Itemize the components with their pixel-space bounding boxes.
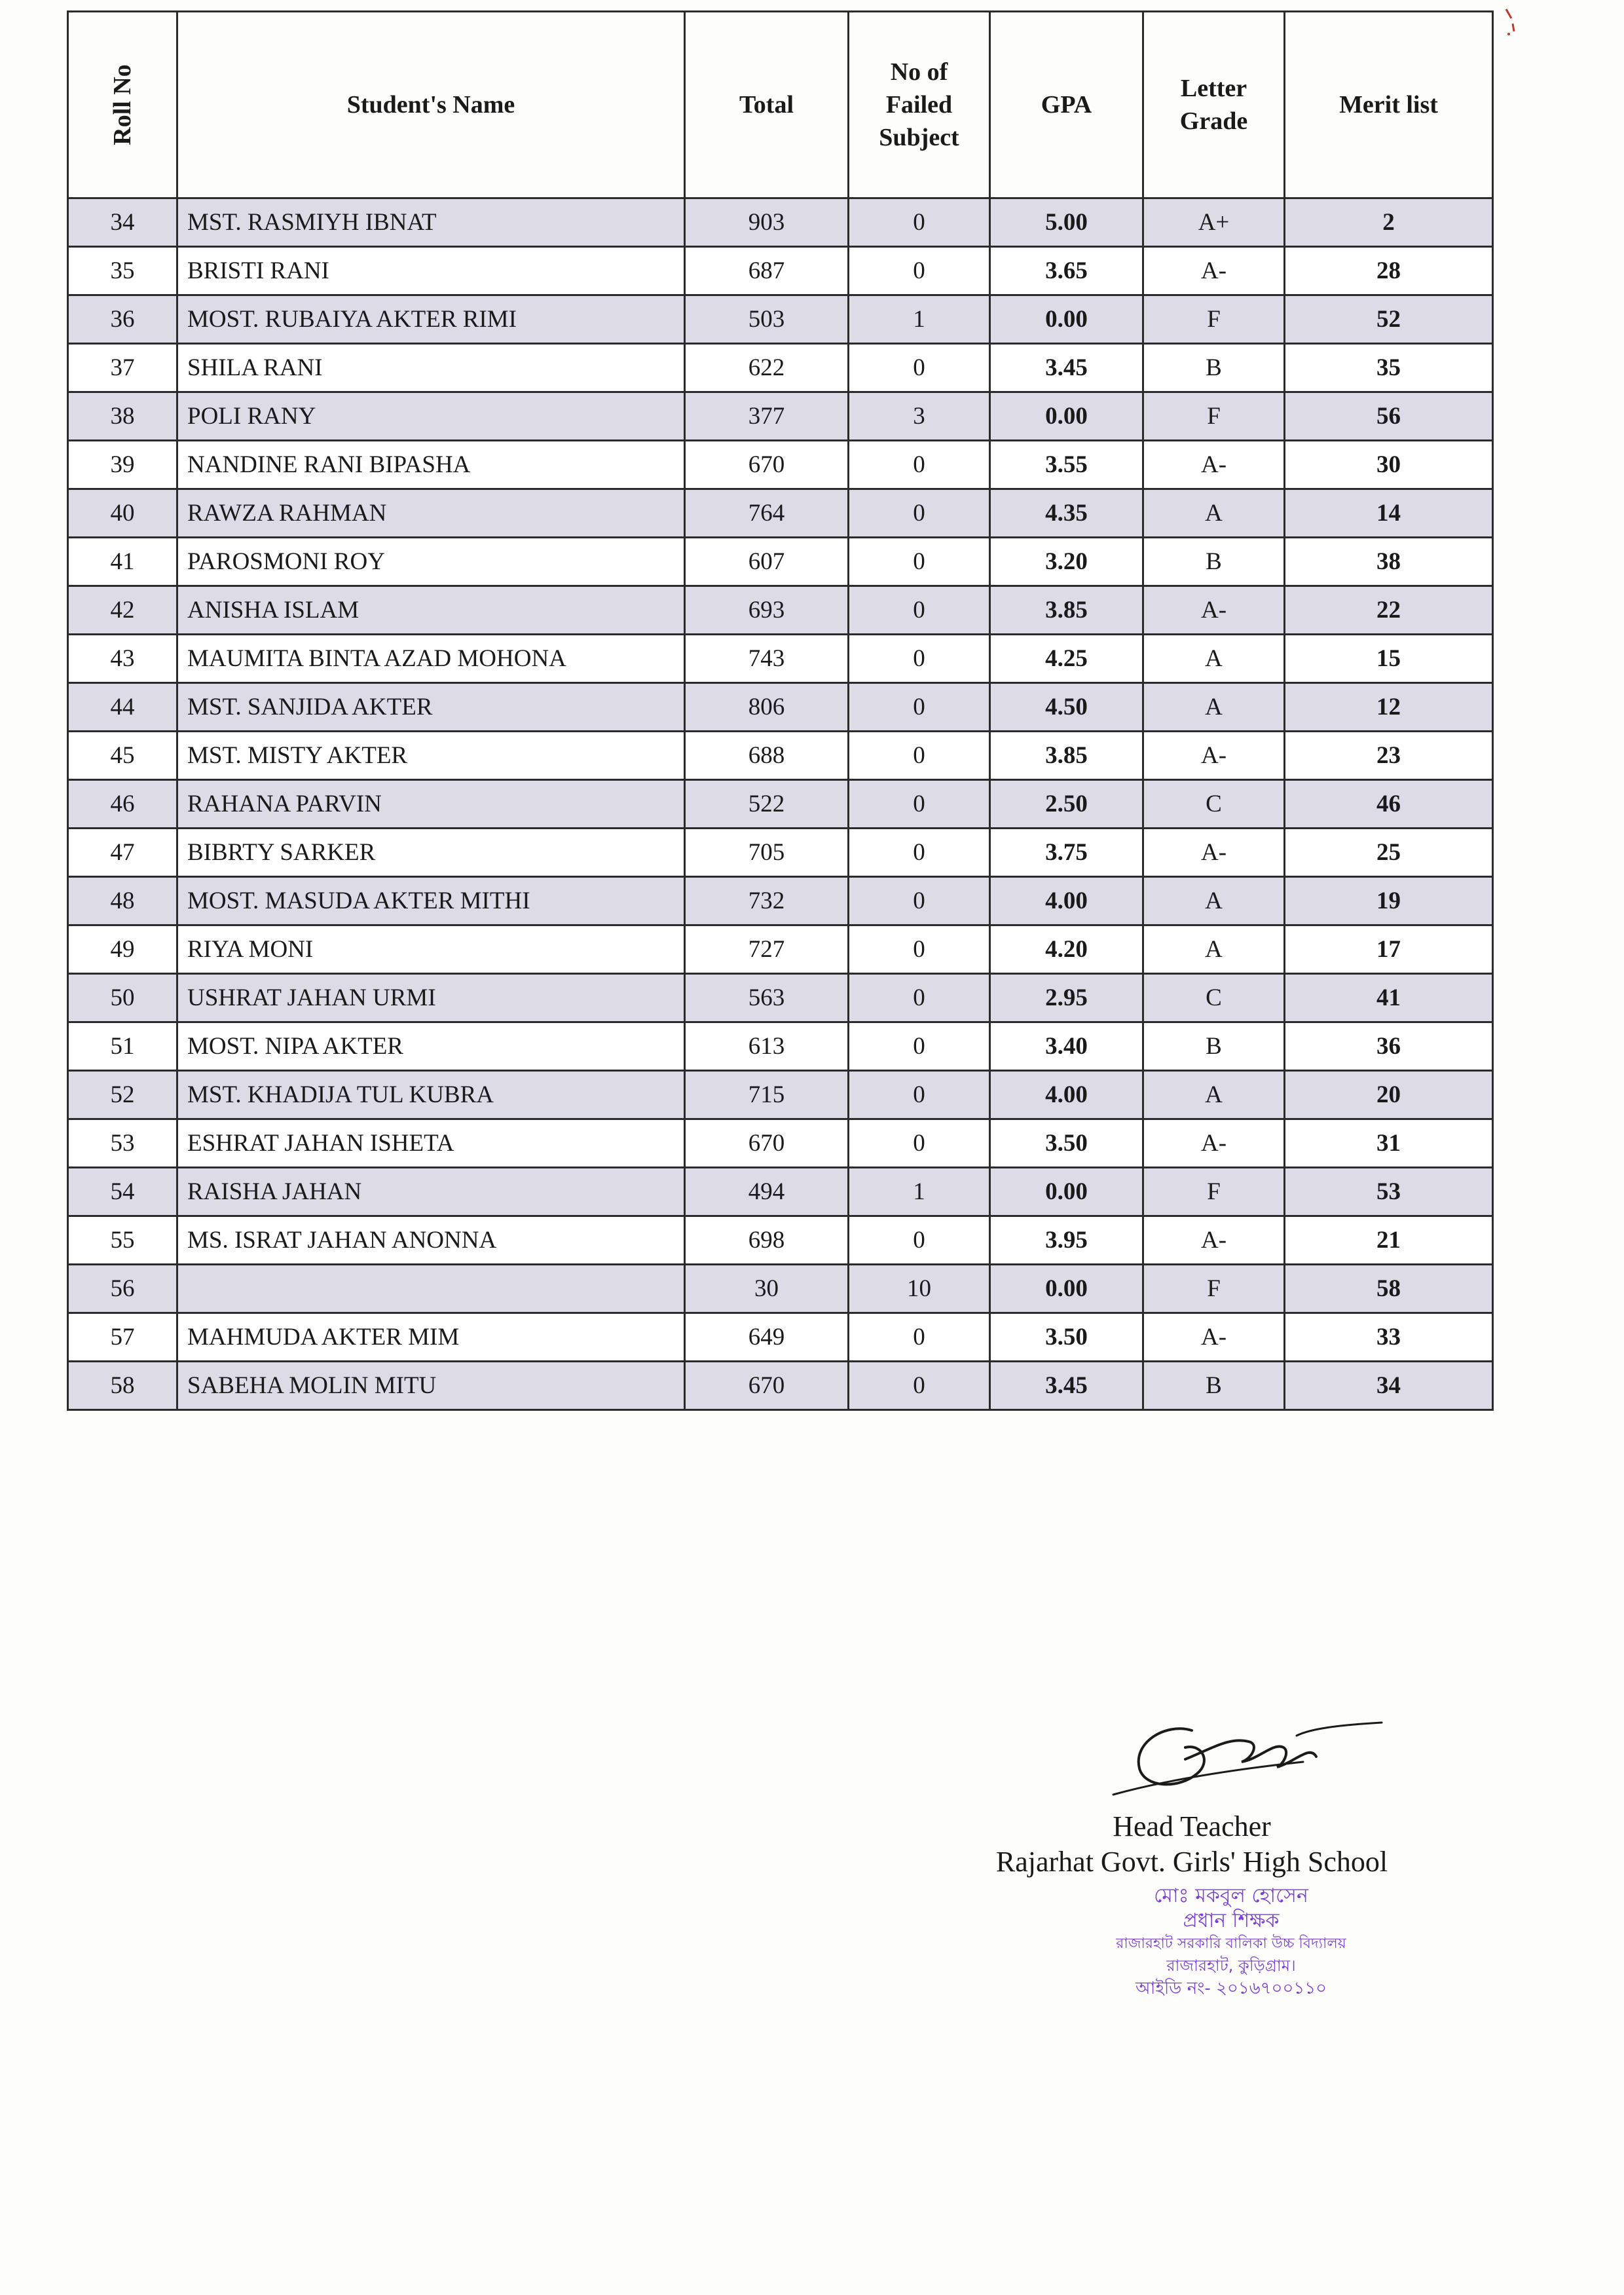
cell-gpa: 0.00: [990, 1265, 1143, 1313]
table-row: [68, 1119, 1493, 1168]
table-row: [68, 829, 1493, 877]
header-gpa: GPA: [990, 12, 1143, 198]
cell-total: 670: [685, 1362, 849, 1410]
cell-merit-position: 14: [1285, 489, 1493, 538]
cell-letter-grade: A+: [1143, 198, 1285, 247]
cell-total: 698: [685, 1216, 849, 1265]
cell-roll-no: 55: [68, 1216, 177, 1265]
cell-merit-position: 12: [1285, 683, 1493, 732]
cell-roll-no: 48: [68, 877, 177, 925]
cell-merit-position: 34: [1285, 1362, 1493, 1410]
table-row: [68, 1168, 1493, 1216]
head-teacher-signature: [1087, 1696, 1401, 1808]
cell-letter-grade: A-: [1143, 247, 1285, 295]
cell-merit-position: 31: [1285, 1119, 1493, 1168]
cell-failed-subjects: 0: [849, 1022, 990, 1071]
cell-student-name: RAWZA RAHMAN: [177, 489, 685, 538]
cell-failed-subjects: 0: [849, 1216, 990, 1265]
cell-total: 494: [685, 1168, 849, 1216]
cell-failed-subjects: 1: [849, 1168, 990, 1216]
cell-total: 688: [685, 732, 849, 780]
table-row: [68, 877, 1493, 925]
cell-gpa: 5.00: [990, 198, 1143, 247]
cell-roll-no: 41: [68, 538, 177, 586]
table-row: [68, 441, 1493, 489]
cell-gpa: 3.65: [990, 247, 1143, 295]
cell-letter-grade: B: [1143, 1362, 1285, 1410]
cell-total: 30: [685, 1265, 849, 1313]
cell-failed-subjects: 3: [849, 392, 990, 441]
signatory-title: Head Teacher: [1113, 1810, 1271, 1842]
table-row: [68, 247, 1493, 295]
table-body: [68, 198, 1493, 1410]
cell-student-name: ANISHA ISLAM: [177, 586, 685, 635]
cell-gpa: 2.50: [990, 780, 1143, 829]
cell-student-name: MST. MISTY AKTER: [177, 732, 685, 780]
cell-letter-grade: A-: [1143, 1119, 1285, 1168]
cell-gpa: 4.50: [990, 683, 1143, 732]
cell-student-name: MS. ISRAT JAHAN ANONNA: [177, 1216, 685, 1265]
cell-merit-position: 38: [1285, 538, 1493, 586]
cell-letter-grade: C: [1143, 780, 1285, 829]
cell-failed-subjects: 0: [849, 925, 990, 974]
cell-roll-no: 58: [68, 1362, 177, 1410]
cell-roll-no: 45: [68, 732, 177, 780]
header-total: Total: [685, 12, 849, 198]
stamp-line-designation: প্রধান শিক্ষক: [1183, 1909, 1280, 1932]
cell-failed-subjects: 0: [849, 780, 990, 829]
cell-student-name: USHRAT JAHAN URMI: [177, 974, 685, 1022]
cell-merit-position: 46: [1285, 780, 1493, 829]
cell-failed-subjects: 1: [849, 295, 990, 344]
cell-gpa: 0.00: [990, 295, 1143, 344]
cell-student-name: MOST. MASUDA AKTER MITHI: [177, 877, 685, 925]
cell-student-name: RAISHA JAHAN: [177, 1168, 685, 1216]
cell-student-name: MST. SANJIDA AKTER: [177, 683, 685, 732]
table-row: [68, 295, 1493, 344]
cell-letter-grade: A-: [1143, 1216, 1285, 1265]
cell-merit-position: 28: [1285, 247, 1493, 295]
cell-gpa: 0.00: [990, 392, 1143, 441]
cell-letter-grade: A-: [1143, 829, 1285, 877]
stamp-line-id: আইডি নং- ২০১৬৭০০১১০: [1135, 1979, 1327, 1998]
cell-total: 903: [685, 198, 849, 247]
table-row: [68, 538, 1493, 586]
table-row: [68, 974, 1493, 1022]
cell-letter-grade: F: [1143, 392, 1285, 441]
cell-roll-no: 46: [68, 780, 177, 829]
cell-total: 743: [685, 635, 849, 683]
cell-student-name: MOST. RUBAIYA AKTER RIMI: [177, 295, 685, 344]
cell-merit-position: 30: [1285, 441, 1493, 489]
cell-gpa: 3.50: [990, 1313, 1143, 1362]
cell-failed-subjects: 0: [849, 538, 990, 586]
cell-roll-no: 35: [68, 247, 177, 295]
cell-roll-no: 40: [68, 489, 177, 538]
table-row: [68, 1022, 1493, 1071]
cell-letter-grade: C: [1143, 974, 1285, 1022]
header-grade-line1: Letter: [1180, 75, 1247, 102]
cell-student-name: BIBRTY SARKER: [177, 829, 685, 877]
table-row: [68, 392, 1493, 441]
table-row: [68, 780, 1493, 829]
cell-letter-grade: B: [1143, 344, 1285, 392]
table-row: [68, 586, 1493, 635]
cell-total: 705: [685, 829, 849, 877]
cell-failed-subjects: 0: [849, 344, 990, 392]
cell-gpa: 3.50: [990, 1119, 1143, 1168]
cell-letter-grade: B: [1143, 1022, 1285, 1071]
cell-student-name: MST. KHADIJA TUL KUBRA: [177, 1071, 685, 1119]
cell-total: 687: [685, 247, 849, 295]
header-failed-line2: Failed: [885, 91, 953, 119]
cell-total: 377: [685, 392, 849, 441]
cell-failed-subjects: 0: [849, 1119, 990, 1168]
header-letter-grade: [1143, 12, 1285, 198]
cell-failed-subjects: 0: [849, 829, 990, 877]
cell-merit-position: 52: [1285, 295, 1493, 344]
cell-roll-no: 49: [68, 925, 177, 974]
cell-roll-no: 52: [68, 1071, 177, 1119]
cell-roll-no: 51: [68, 1022, 177, 1071]
cell-total: 670: [685, 1119, 849, 1168]
cell-student-name: SHILA RANI: [177, 344, 685, 392]
cell-letter-grade: A-: [1143, 441, 1285, 489]
cell-merit-position: 58: [1285, 1265, 1493, 1313]
table-row: [68, 1216, 1493, 1265]
cell-total: 670: [685, 441, 849, 489]
header-failed-line1: No of: [890, 58, 948, 86]
cell-roll-no: 43: [68, 635, 177, 683]
table-row: [68, 489, 1493, 538]
cell-merit-position: 36: [1285, 1022, 1493, 1071]
cell-merit-position: 2: [1285, 198, 1493, 247]
cell-gpa: 3.55: [990, 441, 1143, 489]
cell-roll-no: 53: [68, 1119, 177, 1168]
cell-failed-subjects: 0: [849, 586, 990, 635]
cell-gpa: 3.20: [990, 538, 1143, 586]
cell-merit-position: 35: [1285, 344, 1493, 392]
cell-merit-position: 22: [1285, 586, 1493, 635]
cell-student-name: NANDINE RANI BIPASHA: [177, 441, 685, 489]
header-student-name: Student's Name: [177, 12, 685, 198]
cell-roll-no: 57: [68, 1313, 177, 1362]
cell-gpa: 3.45: [990, 344, 1143, 392]
cell-letter-grade: A-: [1143, 586, 1285, 635]
cell-failed-subjects: 0: [849, 198, 990, 247]
cell-merit-position: 17: [1285, 925, 1493, 974]
cell-merit-position: 19: [1285, 877, 1493, 925]
header-failed-line3: Subject: [879, 124, 959, 151]
cell-gpa: 2.95: [990, 974, 1143, 1022]
cell-letter-grade: A: [1143, 635, 1285, 683]
table-row: [68, 635, 1493, 683]
cell-roll-no: 38: [68, 392, 177, 441]
cell-failed-subjects: 0: [849, 489, 990, 538]
cell-roll-no: 34: [68, 198, 177, 247]
cell-total: 563: [685, 974, 849, 1022]
cell-student-name: BRISTI RANI: [177, 247, 685, 295]
cell-failed-subjects: 0: [849, 1313, 990, 1362]
cell-letter-grade: F: [1143, 295, 1285, 344]
cell-failed-subjects: 0: [849, 974, 990, 1022]
cell-merit-position: 15: [1285, 635, 1493, 683]
cell-total: 732: [685, 877, 849, 925]
cell-total: 715: [685, 1071, 849, 1119]
cell-merit-position: 25: [1285, 829, 1493, 877]
cell-student-name: MAHMUDA AKTER MIM: [177, 1313, 685, 1362]
cell-student-name: ESHRAT JAHAN ISHETA: [177, 1119, 685, 1168]
signature-block: [956, 1809, 1428, 1880]
cell-roll-no: 47: [68, 829, 177, 877]
cell-gpa: 4.00: [990, 877, 1143, 925]
cell-letter-grade: A-: [1143, 732, 1285, 780]
cell-letter-grade: B: [1143, 538, 1285, 586]
school-name: Rajarhat Govt. Girls' High School: [995, 1846, 1388, 1878]
cell-letter-grade: A: [1143, 877, 1285, 925]
cell-gpa: 3.85: [990, 586, 1143, 635]
cell-student-name: SABEHA MOLIN MITU: [177, 1362, 685, 1410]
cell-roll-no: 44: [68, 683, 177, 732]
table-row: [68, 1071, 1493, 1119]
cell-letter-grade: A: [1143, 1071, 1285, 1119]
cell-merit-position: 53: [1285, 1168, 1493, 1216]
cell-student-name: MST. RASMIYH IBNAT: [177, 198, 685, 247]
cell-gpa: 4.20: [990, 925, 1143, 974]
cell-letter-grade: A: [1143, 489, 1285, 538]
cell-merit-position: 21: [1285, 1216, 1493, 1265]
cell-roll-no: 50: [68, 974, 177, 1022]
header-merit-list: Merit list: [1285, 12, 1493, 198]
result-table: [67, 10, 1494, 1411]
cell-merit-position: 33: [1285, 1313, 1493, 1362]
cell-total: 806: [685, 683, 849, 732]
cell-letter-grade: F: [1143, 1265, 1285, 1313]
cell-total: 727: [685, 925, 849, 974]
stamp-line-name: মোঃ মকবুল হোসেন: [1154, 1884, 1308, 1907]
cell-letter-grade: A: [1143, 683, 1285, 732]
header-roll-no: Roll No: [68, 12, 177, 198]
cell-failed-subjects: 10: [849, 1265, 990, 1313]
cell-gpa: 4.35: [990, 489, 1143, 538]
cell-failed-subjects: 0: [849, 1362, 990, 1410]
corner-ink-mark: [1500, 4, 1519, 37]
table-row: [68, 925, 1493, 974]
cell-total: 622: [685, 344, 849, 392]
cell-gpa: 4.25: [990, 635, 1143, 683]
cell-total: 522: [685, 780, 849, 829]
cell-failed-subjects: 0: [849, 247, 990, 295]
cell-failed-subjects: 0: [849, 877, 990, 925]
cell-student-name: POLI RANY: [177, 392, 685, 441]
cell-roll-no: 56: [68, 1265, 177, 1313]
cell-letter-grade: F: [1143, 1168, 1285, 1216]
cell-total: 649: [685, 1313, 849, 1362]
cell-failed-subjects: 0: [849, 441, 990, 489]
cell-gpa: 3.75: [990, 829, 1143, 877]
cell-roll-no: 36: [68, 295, 177, 344]
cell-total: 764: [685, 489, 849, 538]
cell-gpa: 3.85: [990, 732, 1143, 780]
cell-student-name: RAHANA PARVIN: [177, 780, 685, 829]
cell-student-name: PAROSMONI ROY: [177, 538, 685, 586]
cell-total: 693: [685, 586, 849, 635]
cell-merit-position: 23: [1285, 732, 1493, 780]
cell-total: 503: [685, 295, 849, 344]
official-seal-stamp: [1048, 1884, 1414, 2000]
stamp-line-school: রাজারহাট সরকারি বালিকা উচ্চ বিদ্যালয়: [1116, 1935, 1346, 1952]
cell-total: 607: [685, 538, 849, 586]
table-row: [68, 1265, 1493, 1313]
cell-roll-no: 42: [68, 586, 177, 635]
table-row: [68, 1362, 1493, 1410]
stamp-line-location: রাজারহাট, কুড়িগ্রাম।: [1166, 1956, 1296, 1975]
cell-roll-no: 54: [68, 1168, 177, 1216]
cell-gpa: 3.40: [990, 1022, 1143, 1071]
table-row: [68, 344, 1493, 392]
cell-roll-no: 37: [68, 344, 177, 392]
cell-student-name: MAUMITA BINTA AZAD MOHONA: [177, 635, 685, 683]
cell-merit-position: 56: [1285, 392, 1493, 441]
cell-merit-position: 20: [1285, 1071, 1493, 1119]
table-row: [68, 1313, 1493, 1362]
table-row: [68, 198, 1493, 247]
cell-student-name: RIYA MONI: [177, 925, 685, 974]
cell-failed-subjects: 0: [849, 1071, 990, 1119]
cell-student-name: [177, 1265, 685, 1313]
header-grade-line2: Grade: [1179, 107, 1248, 135]
cell-letter-grade: A: [1143, 925, 1285, 974]
cell-total: 613: [685, 1022, 849, 1071]
cell-gpa: 0.00: [990, 1168, 1143, 1216]
cell-letter-grade: A-: [1143, 1313, 1285, 1362]
cell-gpa: 3.95: [990, 1216, 1143, 1265]
cell-roll-no: 39: [68, 441, 177, 489]
cell-merit-position: 41: [1285, 974, 1493, 1022]
cell-gpa: 4.00: [990, 1071, 1143, 1119]
header-failed-subject: [849, 12, 990, 198]
header-row: [68, 12, 1493, 198]
cell-gpa: 3.45: [990, 1362, 1143, 1410]
cell-student-name: MOST. NIPA AKTER: [177, 1022, 685, 1071]
cell-failed-subjects: 0: [849, 635, 990, 683]
table-row: [68, 732, 1493, 780]
table-row: [68, 683, 1493, 732]
cell-failed-subjects: 0: [849, 732, 990, 780]
cell-failed-subjects: 0: [849, 683, 990, 732]
